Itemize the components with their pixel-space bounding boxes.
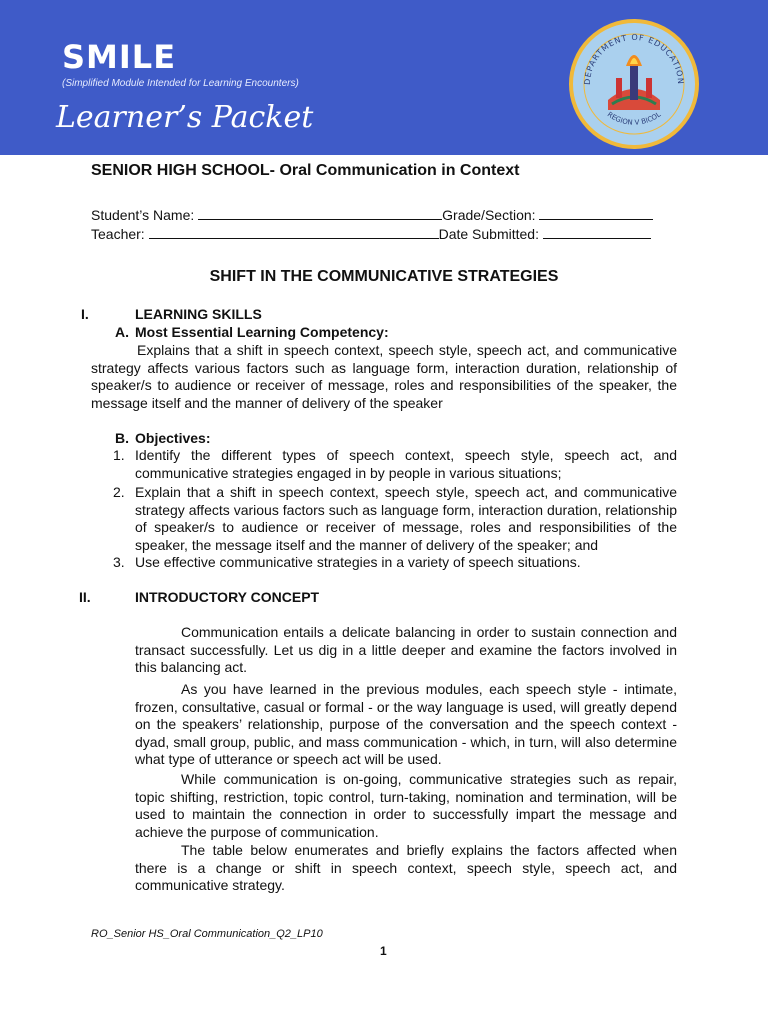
main-heading: SHIFT IN THE COMMUNICATIVE STRATEGIES (209, 268, 559, 285)
objective-2-text: Explain that a shift in speech context, speech style, speech act, and communicative strategy affects various factors such as language form, interaction duration, relationship of speaker/s to audience or receiver of message, roles and responsibilities of the speaker, the message itself and the manner of delivery of the speaker; and (135, 484, 677, 553)
svg-text:DEPARTMENT OF EDUCATION: DEPARTMENT OF EDUCATION (582, 32, 686, 86)
objective-3-num: 3. (113, 554, 125, 570)
date-submitted-blank[interactable] (543, 226, 651, 239)
competency-label: A. (115, 324, 129, 340)
objectives-label: B. (115, 430, 129, 446)
section-1-numeral: I. (81, 306, 89, 322)
packet-title: Learner’s Packet (56, 100, 314, 135)
student-name-row (91, 207, 653, 223)
intro-paragraph-2: As you have learned in the previous modules, each speech style - intimate, frozen, consultative, casual or formal - or the way language is used, will greatly depend on the speakers’ relationship, purpose of the conversation and the speech context - dyad, small group, public, and mass communication - which, in turn, will also determine what type of utterance or speech act will be used. (135, 681, 677, 767)
student-name-blank[interactable] (198, 207, 442, 220)
section-2-title: INTRODUCTORY CONCEPT (135, 589, 320, 605)
objective-3-text: Use effective communicative strategies in a variety of speech situations. (135, 554, 581, 570)
intro-paragraph-1: Communication entails a delicate balancing in order to sustain connection and transact successfully. Let us dig in a little deeper and examine the factors involved in this balancing act. (135, 624, 677, 675)
footer-code: RO_Senior HS_Oral Communication_Q2_LP10 (91, 928, 323, 940)
svg-text:REGION V BICOL: REGION V BICOL (605, 110, 663, 127)
date-submitted-label: Date Submitted: (438, 226, 539, 242)
grade-section-blank[interactable] (539, 207, 653, 220)
deped-seal-icon (568, 18, 700, 150)
grade-section-label: Grade/Section: (442, 207, 536, 223)
objective-1-text: Identify the different types of speech context, speech style, speech act, and communicative strategies engaged in by people in various situations; (135, 447, 677, 481)
intro-paragraph-3: While communication is on-going, communicative strategies such as repair, topic shifting, restriction, topic control, turn-taking, nomination and termination, will be used to maintain the connection in order to successfully impart the message and achieve the purpose of communication. (135, 771, 677, 840)
brand-subtitle: (Simplified Module Intended for Learning Encounters) (62, 78, 299, 89)
objectives-title: Objectives: (135, 430, 211, 446)
student-name-label: Student’s Name: (91, 207, 195, 223)
header-banner (0, 0, 768, 155)
teacher-row (91, 226, 651, 242)
section-1-title: LEARNING SKILLS (135, 306, 262, 322)
objective-2-num: 2. (113, 484, 125, 500)
competency-text: Explains that a shift in speech context, speech style, speech act, and communicative strategy affects various factors such as language form, interaction duration, relationship of speaker/s to audience or receiver of message, roles and responsibilities of the speaker, the message itself and the manner of delivery of the speaker (91, 342, 677, 411)
intro-paragraph-4: The table below enumerates and briefly explains the factors affected when there is a change or shift in speech context, speech style, speech act, and communicative strategy. (135, 842, 677, 893)
page-number: 1 (380, 944, 387, 958)
brand-logo-text: SMILE (62, 38, 177, 76)
competency-title: Most Essential Learning Competency: (135, 324, 389, 340)
section-2-numeral: II. (79, 589, 91, 605)
teacher-blank[interactable] (149, 226, 439, 239)
teacher-label: Teacher: (91, 226, 145, 242)
document-title: SENIOR HIGH SCHOOL- Oral Communication in Context (91, 162, 520, 179)
objective-1-num: 1. (113, 447, 125, 463)
